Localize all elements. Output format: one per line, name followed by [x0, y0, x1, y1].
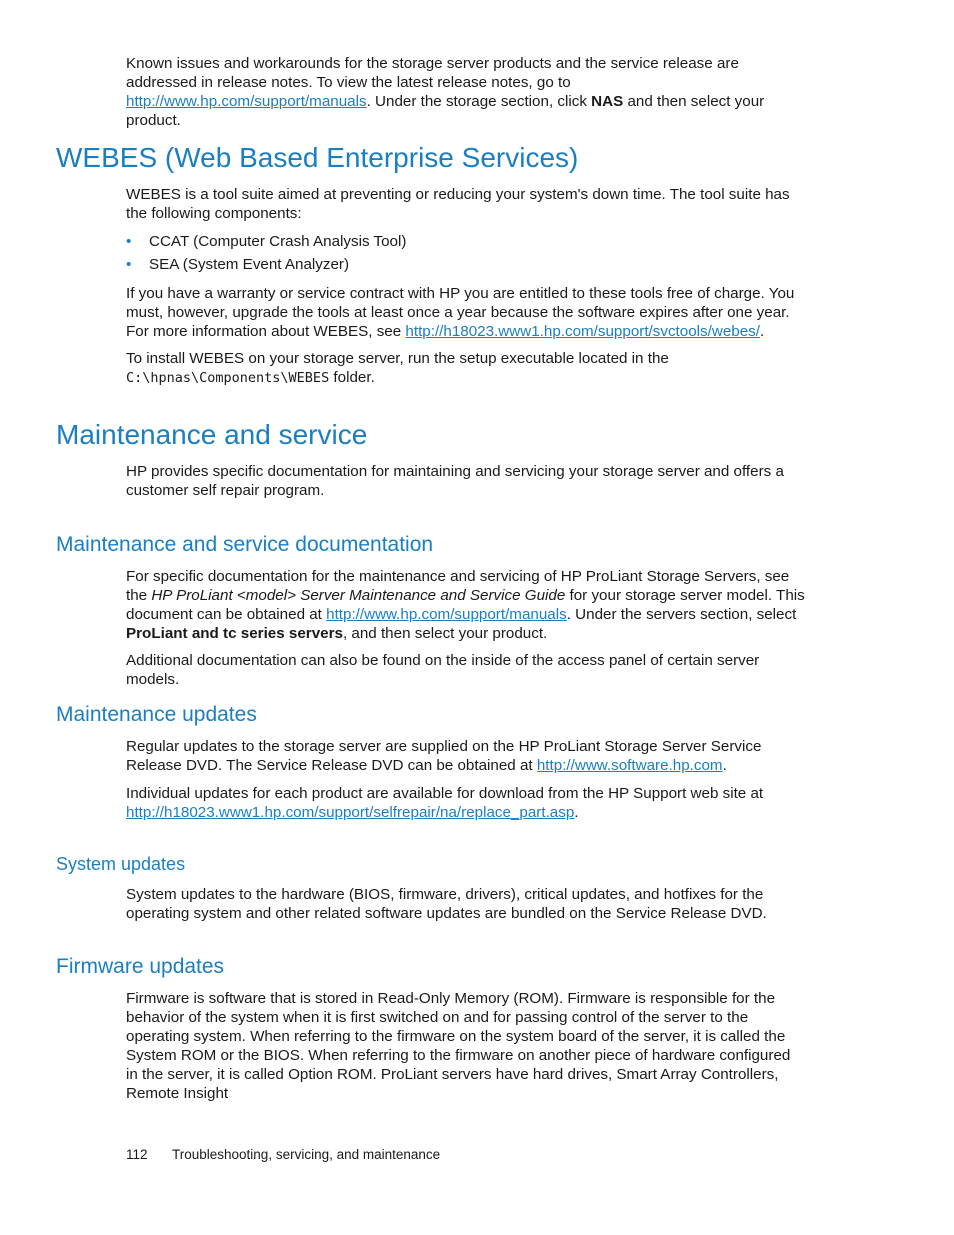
list-item-label: CCAT (Computer Crash Analysis Tool)	[149, 233, 407, 250]
webes-heading: WEBES (Web Based Enterprise Services)	[56, 142, 579, 173]
individual-updates-paragraph	[126, 784, 806, 822]
firmware-paragraph: Firmware is software that is stored in Read-Only Memory (ROM). Firmware is responsible for the behavior of the system when it is first switched on and for passing control of the server to the operating system. When referring to the firmware on the system board of the server, it is called the System ROM or the BIOS. When referring to the firmware on another piece of hardware configured in the server, it is called Option ROM. ProLiant servers have hard drives, Smart Array Controllers, Remote Insight	[126, 990, 791, 1102]
maintenance-paragraph: HP provides specific documentation for maintaining and servicing your storage server and offers a customer self repair program.	[126, 463, 784, 499]
page-number: 112	[126, 1147, 148, 1162]
paragraph-text: folder.	[329, 369, 375, 386]
paragraph-text: Individual updates for each product are available for download from the HP Support web site at	[126, 785, 764, 802]
updates-paragraph	[126, 737, 806, 775]
maintenance-updates-heading: Maintenance updates	[56, 703, 257, 726]
webes-paragraph: WEBES is a tool suite aimed at preventing or reducing your system's down time. The tool suite has the following components:	[126, 186, 790, 222]
intro-text: and then select your product.	[126, 93, 765, 129]
intro-paragraph	[126, 54, 806, 130]
bullet-icon: •	[126, 233, 132, 250]
paragraph-text: .	[722, 757, 727, 774]
manuals-link[interactable]: http://www.hp.com/support/manuals	[326, 606, 567, 623]
intro-text: Known issues and workarounds for the storage server products and the service release are addressed in release notes. To view the latest release notes, go to	[126, 55, 739, 91]
list-item	[126, 255, 806, 278]
paragraph-text: For specific documentation for the maintenance and servicing of HP ProLiant Storage Servers, see the	[126, 568, 790, 604]
paragraph-text: To install WEBES on your storage server, run the setup executable located in the	[126, 350, 669, 367]
firmware-updates-heading: Firmware updates	[56, 955, 225, 978]
system-updates-heading: System updates	[56, 854, 186, 874]
system-updates-paragraph: System updates to the hardware (BIOS, firmware, drivers), critical updates, and hotfixes for the operating system and other related software updates are bundled on the Service Release DVD.	[126, 886, 767, 922]
paragraph-text: Regular updates to the storage server are supplied on the HP ProLiant Storage Server Service Release DVD. The Service Release DVD can be obtained at	[126, 738, 762, 774]
paragraph-text: for your storage server model. This document can be obtained at	[126, 587, 805, 623]
webes-warranty-paragraph	[126, 284, 806, 341]
intro-text: . Under the storage section, click	[366, 93, 592, 110]
software-link[interactable]: http://www.software.hp.com	[536, 757, 723, 774]
bullet-icon: •	[126, 256, 132, 273]
guide-title: HP ProLiant <model> Server Maintenance and Service Guide	[151, 587, 566, 604]
maintenance-heading: Maintenance and service	[56, 419, 368, 450]
paragraph-text: , and then select your product.	[342, 625, 548, 642]
documentation-paragraph	[126, 567, 806, 643]
paragraph-text: If you have a warranty or service contract with HP you are entitled to these tools free of charge. You must, however, upgrade the tools at least once a year because the software expires after one year. For more information about WEBES, see	[126, 285, 795, 340]
selfrepair-link[interactable]: http://h18023.www1.hp.com/support/selfrepair/na/replace_part.asp	[126, 804, 575, 821]
additional-documentation-paragraph: Additional documentation can also be found on the inside of the access panel of certain server models.	[126, 652, 760, 688]
paragraph-text: .	[574, 804, 579, 821]
webes-install-paragraph	[126, 349, 806, 388]
paragraph-text: . Under the servers section, select	[566, 606, 797, 623]
list-item	[126, 232, 806, 255]
release-notes-link[interactable]: http://www.hp.com/support/manuals	[126, 93, 367, 110]
webes-components-list	[126, 232, 806, 278]
page-footer	[126, 1146, 440, 1163]
paragraph-text: .	[759, 323, 765, 340]
list-item-label: SEA (System Event Analyzer)	[149, 256, 350, 273]
webes-link[interactable]: http://h18023.www1.hp.com/support/svctools/webes/	[405, 323, 760, 340]
chapter-title: Troubleshooting, servicing, and maintenance	[172, 1147, 441, 1162]
documentation-heading: Maintenance and service documentation	[56, 533, 434, 556]
install-path-code: C:\hpnas\Components\WEBES	[126, 370, 330, 386]
nas-bold-label: NAS	[591, 93, 624, 110]
proliant-bold-label: ProLiant and tc series servers	[126, 625, 343, 642]
